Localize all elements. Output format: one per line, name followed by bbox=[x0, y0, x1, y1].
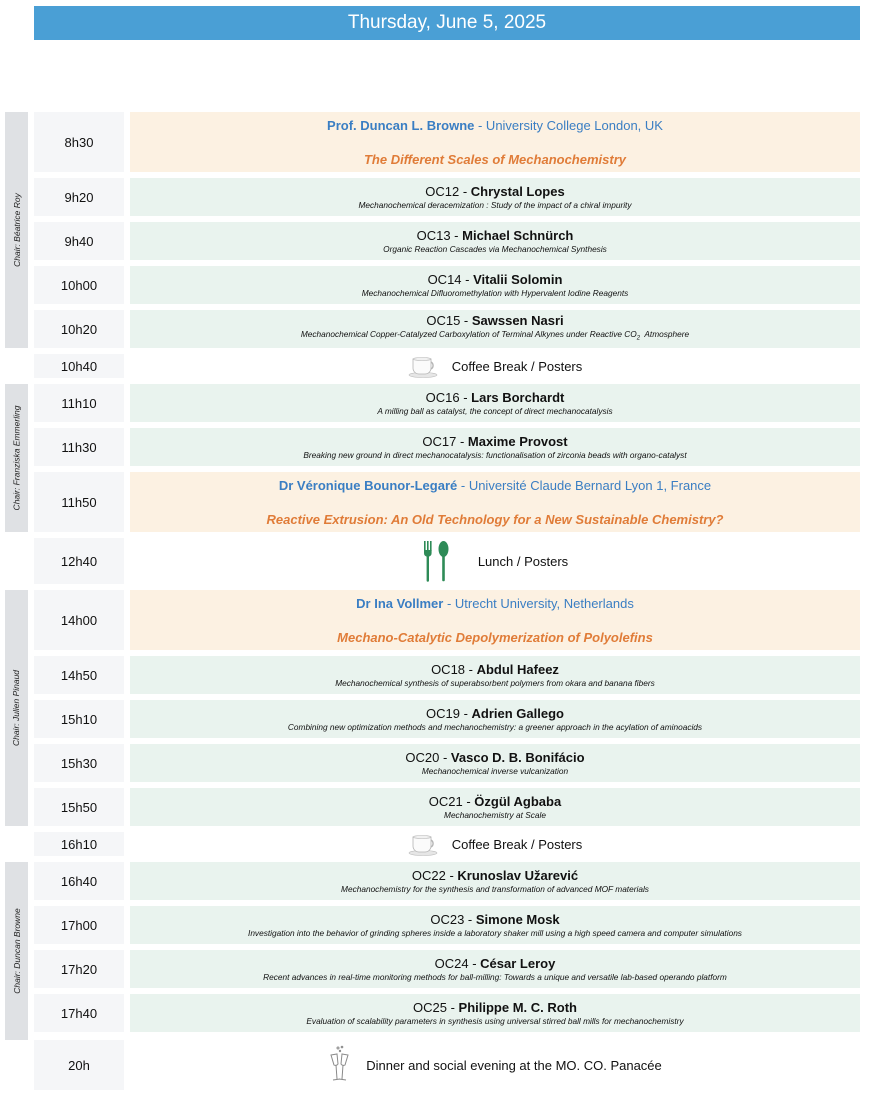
time-cell: 10h20 bbox=[34, 310, 124, 348]
talk-cell bbox=[130, 862, 860, 900]
talk-code: OC19 - bbox=[426, 705, 472, 721]
talk-code: OC16 - bbox=[425, 389, 472, 405]
talk-cell bbox=[130, 950, 860, 988]
time-cell: 17h40 bbox=[34, 994, 124, 1032]
time-cell: 14h00 bbox=[34, 590, 124, 650]
keynote-title: Reactive Extrusion: An Old Technology for a New Sustainable Chemistry? bbox=[266, 512, 724, 527]
talk-cell bbox=[130, 310, 860, 348]
time-cell: 15h30 bbox=[34, 744, 124, 782]
talk-title: Breaking new ground in direct mechanocatalysis: functionalisation of zirconia beads with organo-catalyst bbox=[303, 449, 687, 460]
coffee-cup-icon bbox=[408, 832, 440, 856]
talk-speaker: Sawssen Nasri bbox=[471, 313, 564, 329]
time-cell: 16h40 bbox=[34, 862, 124, 900]
break-label: Lunch / Posters bbox=[477, 553, 569, 569]
talk-speaker: Krunoslav Užarević bbox=[457, 867, 579, 883]
talk-speaker: Michael Schnürch bbox=[462, 227, 574, 243]
time-cell: 8h30 bbox=[34, 112, 124, 172]
talk-cell bbox=[130, 994, 860, 1032]
keynote-speaker: Dr Véronique Bounor-Legaré bbox=[278, 478, 458, 493]
talk-code: OC20 - bbox=[405, 749, 451, 765]
talk-code: OC21 - bbox=[428, 793, 475, 809]
talk-speaker: César Leroy bbox=[480, 955, 556, 971]
session-chair-3: Chair: Julien Pinaud bbox=[5, 590, 28, 826]
talk-speaker: Philippe M. C. Roth bbox=[458, 999, 577, 1015]
keynote-cell bbox=[130, 112, 860, 172]
break-cell bbox=[130, 832, 860, 856]
day-title: Thursday, June 5, 2025 bbox=[347, 12, 547, 33]
break-label: Coffee Break / Posters bbox=[451, 358, 583, 374]
talk-code: OC22 - bbox=[411, 867, 458, 883]
break-label: Coffee Break / Posters bbox=[451, 836, 583, 852]
talk-title: Mechanochemical inverse vulcanization bbox=[421, 765, 569, 776]
talk-code: OC15 - bbox=[426, 313, 472, 329]
talk-code: OC14 - bbox=[427, 271, 474, 287]
talk-cell bbox=[130, 428, 860, 466]
talk-title: Mechanochemistry for the synthesis and transformation of advanced MOF materials bbox=[341, 883, 649, 894]
champagne-glasses-icon bbox=[328, 1045, 352, 1085]
talk-speaker: Adrien Gallego bbox=[471, 705, 564, 721]
talk-title: Investigation into the behavior of grinding spheres inside a laboratory shaker mill using a high speed camera and computer simulations bbox=[248, 927, 742, 938]
time-cell: 15h10 bbox=[34, 700, 124, 738]
talk-title: A milling ball as catalyst, the concept of direct mechanocatalysis bbox=[377, 405, 613, 416]
talk-cell bbox=[130, 906, 860, 944]
keynote-title: Mechano-Catalytic Depolymerization of Polyolefins bbox=[337, 630, 653, 645]
keynote-affiliation: - University College London, UK bbox=[474, 118, 663, 133]
keynote-speaker: Prof. Duncan L. Browne bbox=[327, 118, 475, 133]
time-cell: 10h00 bbox=[34, 266, 124, 304]
talk-speaker: Özgül Agbaba bbox=[474, 793, 562, 809]
keynote-speaker-line bbox=[356, 596, 634, 611]
time-cell: 11h30 bbox=[34, 428, 124, 466]
keynote-speaker-line bbox=[327, 118, 663, 133]
talk-speaker: Vasco D. B. Bonifácio bbox=[450, 749, 585, 765]
time-cell: 17h20 bbox=[34, 950, 124, 988]
talk-code: OC12 - bbox=[425, 183, 471, 199]
talk-cell bbox=[130, 178, 860, 216]
time-cell: 9h40 bbox=[34, 222, 124, 260]
break-cell bbox=[130, 354, 860, 378]
time-cell: 12h40 bbox=[34, 538, 124, 584]
coffee-cup-icon bbox=[408, 354, 440, 378]
talk-code: OC13 - bbox=[416, 227, 463, 243]
session-chair-4: Chair: Duncan Browne bbox=[5, 862, 28, 1040]
time-cell: 15h50 bbox=[34, 788, 124, 826]
time-cell: 11h10 bbox=[34, 384, 124, 422]
talk-speaker: Vitalii Solomin bbox=[473, 271, 563, 287]
talk-code: OC24 - bbox=[434, 955, 481, 971]
talk-title: Combining new optimization methods and mechanochemistry: a greener approach in the acylation of aminoacids bbox=[287, 721, 703, 732]
talk-code: OC17 - bbox=[422, 433, 468, 449]
time-cell: 17h00 bbox=[34, 906, 124, 944]
day-header bbox=[34, 6, 860, 40]
talk-code: OC25 - bbox=[413, 999, 459, 1015]
talk-cell bbox=[130, 700, 860, 738]
talk-title: Mechanochemistry at Scale bbox=[444, 809, 546, 820]
talk-code: OC18 - bbox=[431, 661, 477, 677]
talk-title: Recent advances in real-time monitoring methods for ball-milling: Towards a unique and versatile lab-based operando platform bbox=[263, 971, 727, 982]
keynote-affiliation: - Université Claude Bernard Lyon 1, France bbox=[457, 478, 712, 493]
talk-title: Mechanochemical Difluoromethylation with Hypervalent Iodine Reagents bbox=[361, 287, 629, 298]
break-label: Dinner and social evening at the MO. CO. Panacée bbox=[366, 1057, 662, 1073]
talk-speaker: Lars Borchardt bbox=[471, 389, 565, 405]
keynote-speaker: Dr Ina Vollmer bbox=[356, 596, 444, 611]
time-cell: 10h40 bbox=[34, 354, 124, 378]
session-chair-2: Chair: Franziska Emmerling bbox=[5, 384, 28, 532]
talk-cell bbox=[130, 222, 860, 260]
fork-spoon-icon bbox=[422, 539, 452, 583]
talk-speaker: Chrystal Lopes bbox=[470, 183, 565, 199]
talk-cell bbox=[130, 656, 860, 694]
talk-code: OC23 - bbox=[430, 911, 476, 927]
keynote-affiliation: - Utrecht University, Netherlands bbox=[443, 596, 634, 611]
talk-title: Evaluation of scalability parameters in synthesis using universal stirred ball mills for mechanochemistry bbox=[306, 1015, 684, 1026]
talk-speaker: Abdul Hafeez bbox=[476, 661, 559, 677]
talk-speaker: Maxime Provost bbox=[467, 433, 568, 449]
time-cell: 9h20 bbox=[34, 178, 124, 216]
talk-title: Mechanochemical Copper-Catalyzed Carboxylation of Terminal Alkynes under Reactive $CO_2$ Atmosphere bbox=[300, 329, 690, 342]
break-cell bbox=[130, 1040, 860, 1090]
break-cell bbox=[130, 538, 860, 584]
talk-cell bbox=[130, 744, 860, 782]
talk-title: Mechanochemical deracemization : Study of the impact of a chiral impurity bbox=[358, 199, 632, 210]
time-cell: 11h50 bbox=[34, 472, 124, 532]
talk-cell bbox=[130, 788, 860, 826]
keynote-title: The Different Scales of Mechanochemistry bbox=[363, 152, 626, 167]
talk-cell bbox=[130, 266, 860, 304]
keynote-cell bbox=[130, 472, 860, 532]
keynote-cell bbox=[130, 590, 860, 650]
time-cell: 16h10 bbox=[34, 832, 124, 856]
talk-speaker: Simone Mosk bbox=[475, 911, 560, 927]
keynote-speaker-line bbox=[279, 478, 711, 493]
talk-cell bbox=[130, 384, 860, 422]
session-chair-1: Chair: Béatrice Roy bbox=[5, 112, 28, 348]
time-cell: 20h bbox=[34, 1040, 124, 1090]
talk-title: Mechanochemical synthesis of superabsorbent polymers from okara and banana fibers bbox=[335, 677, 655, 688]
time-cell: 14h50 bbox=[34, 656, 124, 694]
talk-title: Organic Reaction Cascades via Mechanochemical Synthesis bbox=[383, 243, 607, 254]
